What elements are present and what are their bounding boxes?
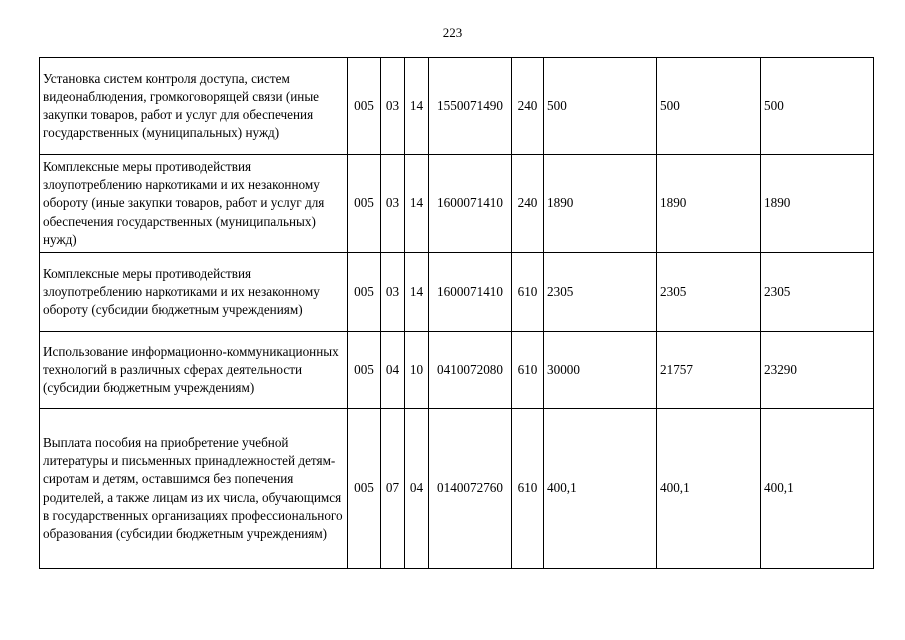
subsection-code: 04 bbox=[405, 409, 429, 569]
amount-year-2: 400,1 bbox=[657, 409, 761, 569]
table-row bbox=[40, 58, 874, 155]
row-description: Комплексные меры противодействия злоупотреблению наркотиками и их незаконному обороту (иные закупки товаров, работ и услуг для обеспечения государственных (муниципальных) нужд) bbox=[40, 155, 348, 253]
target-article-code: 1550071490 bbox=[429, 58, 512, 155]
row-description: Установка систем контроля доступа, систем видеонаблюдения, громкоговорящей связи (иные закупки товаров, работ и услуг для обеспечения государственных (муниципальных) нужд) bbox=[40, 58, 348, 155]
amount-year-3: 400,1 bbox=[761, 409, 874, 569]
amount-year-3: 2305 bbox=[761, 253, 874, 332]
row-description: Выплата пособия на приобретение учебной литературы и письменных принадлежностей детям-сиротам и детям, оставшимся без попечения родителей, а также лицам из их числа, обучающимся в государственных организациях профессионального образования (субсидии бюджетным учреждениям) bbox=[40, 409, 348, 569]
subsection-code: 14 bbox=[405, 58, 429, 155]
grbs-code: 005 bbox=[348, 58, 381, 155]
section-code: 03 bbox=[381, 155, 405, 253]
section-code: 03 bbox=[381, 253, 405, 332]
amount-year-1: 1890 bbox=[544, 155, 657, 253]
expense-type-code: 240 bbox=[512, 58, 544, 155]
amount-year-3: 23290 bbox=[761, 332, 874, 409]
target-article-code: 0410072080 bbox=[429, 332, 512, 409]
amount-year-2: 1890 bbox=[657, 155, 761, 253]
amount-year-3: 500 bbox=[761, 58, 874, 155]
target-article-code: 1600071410 bbox=[429, 253, 512, 332]
grbs-code: 005 bbox=[348, 155, 381, 253]
amount-year-2: 500 bbox=[657, 58, 761, 155]
amount-year-1: 500 bbox=[544, 58, 657, 155]
expense-type-code: 610 bbox=[512, 332, 544, 409]
amount-year-2: 21757 bbox=[657, 332, 761, 409]
subsection-code: 14 bbox=[405, 253, 429, 332]
expense-type-code: 610 bbox=[512, 253, 544, 332]
grbs-code: 005 bbox=[348, 253, 381, 332]
budget-table bbox=[39, 57, 874, 569]
amount-year-2: 2305 bbox=[657, 253, 761, 332]
target-article-code: 1600071410 bbox=[429, 155, 512, 253]
subsection-code: 14 bbox=[405, 155, 429, 253]
row-description: Использование информационно-коммуникационных технологий в различных сферах деятельности (субсидии бюджетным учреждениям) bbox=[40, 332, 348, 409]
expense-type-code: 610 bbox=[512, 409, 544, 569]
amount-year-1: 400,1 bbox=[544, 409, 657, 569]
section-code: 04 bbox=[381, 332, 405, 409]
table-row bbox=[40, 409, 874, 569]
expense-type-code: 240 bbox=[512, 155, 544, 253]
amount-year-3: 1890 bbox=[761, 155, 874, 253]
amount-year-1: 2305 bbox=[544, 253, 657, 332]
section-code: 03 bbox=[381, 58, 405, 155]
table-row bbox=[40, 253, 874, 332]
row-description: Комплексные меры противодействия злоупотреблению наркотиками и их незаконному обороту (субсидии бюджетным учреждениям) bbox=[40, 253, 348, 332]
page-number: 223 bbox=[442, 25, 463, 40]
grbs-code: 005 bbox=[348, 332, 381, 409]
table-row bbox=[40, 332, 874, 409]
table-row bbox=[40, 155, 874, 253]
grbs-code: 005 bbox=[348, 409, 381, 569]
subsection-code: 10 bbox=[405, 332, 429, 409]
amount-year-1: 30000 bbox=[544, 332, 657, 409]
target-article-code: 0140072760 bbox=[429, 409, 512, 569]
section-code: 07 bbox=[381, 409, 405, 569]
